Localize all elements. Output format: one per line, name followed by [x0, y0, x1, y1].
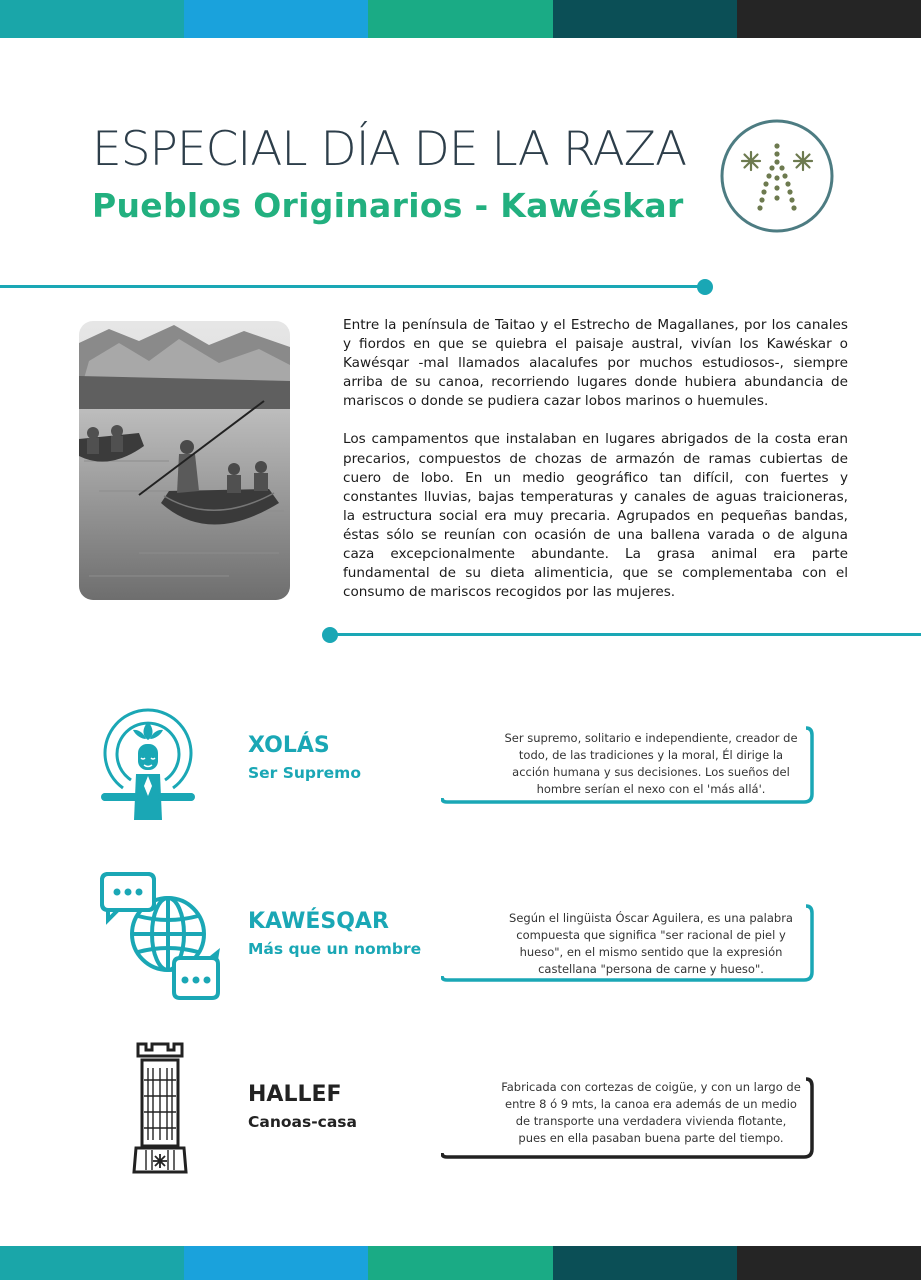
globe-chat-icon [100, 870, 222, 1000]
tower-icon [132, 1040, 188, 1176]
intro-divider [330, 633, 921, 636]
section-subtitle-kawesqar: Más que un nombre [248, 940, 422, 958]
top-color-stripes [0, 0, 921, 38]
header-divider [0, 285, 700, 288]
section-description: Según el lingüista Óscar Aguilera, es una palabra compuesta que significa "ser racional de piel y hueso", en el mismo sentido que la expresión castellana "persona de carne y hueso". [509, 911, 793, 976]
canoe-photo [79, 321, 290, 600]
section-description: Fabricada con cortezas de coigüe, y con un largo de entre 8 ó 9 mts, la canoa era además de un medio de transporte una verdadera vivienda flotante, pues en ella pasaban buena parte del tiempo. [501, 1080, 801, 1145]
page-subtitle: Pueblos Originarios - Kawéskar [92, 186, 684, 225]
description-box-xolas [441, 726, 814, 802]
section-title-xolas: XOLÁS [248, 733, 330, 758]
page-title: ESPECIAL DÍA DE LA RAZA [92, 122, 687, 177]
section-title-kawesqar: KAWÉSQAR [248, 909, 389, 934]
description-box-kawesqar [441, 904, 814, 980]
section-description: Ser supremo, solitario e independiente, creador de todo, de las tradiciones y la moral, Él dirige la acción humana y sus decisiones. Los sueños del hombre serían el nexo con el 'más allá'. [504, 731, 798, 796]
header-divider-dot [697, 279, 713, 295]
star-emblem-icon [719, 118, 835, 234]
intro-text [343, 316, 848, 621]
section-subtitle-hallef: Canoas-casa [248, 1113, 357, 1131]
intro-paragraph: Los campamentos que instalaban en lugares abrigados de la costa eran precarios, compuestos de chozas de armazón de ramas cubiertas de cuero de lobo. En un medio geográfico tan difícil, con fuertes y constantes lluvias, bajas temperaturas y canales de aguas traicioneras, la estructura social era muy precaria. Agrupados en pequeñas bandas, éstas sólo se reunían con ocasión de una ballena varada o de alguna caza excepcionalmente abundante. La grasa animal era parte fundamental de su dieta alimenticia, que se complementaba con el consumo de mariscos recogidos por las mujeres. [343, 431, 848, 601]
deity-icon [100, 692, 196, 822]
description-box-hallef [441, 1077, 814, 1153]
intro-paragraph: Entre la península de Taitao y el Estrecho de Magallanes, por los canales y fiordos en que se quiebra el paisaje austral, vivían los Kawéskar o Kawésqar -mal llamados alacalufes por muchos estudiosos-, siempre arriba de su canoa, recorriendo lugares donde hubiera abundancia de mariscos o donde se pudiera cazar lobos marinos o huemules. [343, 317, 848, 410]
bottom-color-stripes [0, 1246, 921, 1280]
section-title-hallef: HALLEF [248, 1082, 342, 1107]
section-subtitle-xolas: Ser Supremo [248, 764, 361, 782]
